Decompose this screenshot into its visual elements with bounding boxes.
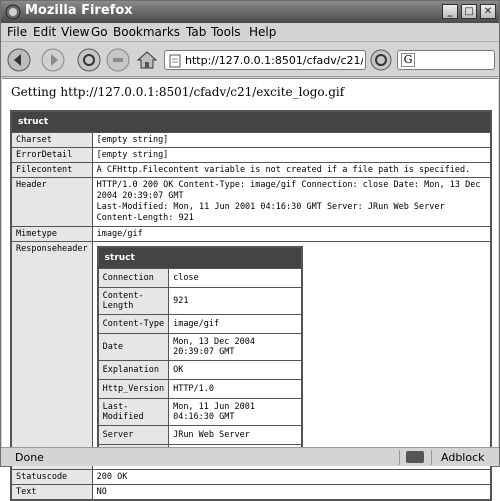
row-value: HTTP/1.0 bbox=[169, 380, 302, 399]
table-row bbox=[11, 484, 491, 500]
title-bar bbox=[1, 1, 499, 23]
close-button[interactable]: ✕ bbox=[480, 4, 496, 19]
status-bar bbox=[1, 447, 499, 466]
table-row bbox=[98, 426, 302, 445]
table-row bbox=[98, 334, 302, 361]
header-line-2: Last-Modified: Mon, 11 Jun 2001 04:16:30 GMT Server: JRun Web Server Content-Length: 921 bbox=[96, 202, 445, 223]
row-value: A CFHttp.Filecontent variable is not created if a file path is specified. bbox=[92, 163, 491, 178]
menu-bookmarks[interactable]: Bookmarks bbox=[113, 25, 181, 39]
row-key: Date bbox=[98, 334, 169, 361]
menu-tab[interactable]: Tab bbox=[186, 25, 207, 39]
menu-tools[interactable]: Tools bbox=[211, 25, 241, 39]
window-title: Mozilla Firefox bbox=[25, 3, 133, 18]
row-key: Last-Modified bbox=[98, 399, 169, 426]
table-row bbox=[11, 163, 491, 178]
row-value: [empty string] bbox=[92, 133, 491, 148]
row-key: Explanation bbox=[98, 361, 169, 380]
header-line-1: HTTP/1.0 200 OK Content-Type: image/gif Connection: close Date: Mon, 13 Dec 2004 20:39:07 GMT bbox=[96, 180, 481, 201]
row-value: 200 OK bbox=[92, 469, 491, 484]
address-bar[interactable] bbox=[164, 50, 366, 70]
row-value: OK bbox=[169, 361, 302, 380]
struct-header: struct bbox=[98, 247, 302, 269]
table-row bbox=[98, 361, 302, 380]
row-value: 921 bbox=[169, 288, 302, 315]
status-divider bbox=[431, 450, 432, 465]
status-text: Done bbox=[15, 451, 44, 464]
row-key: Server bbox=[98, 426, 169, 445]
adblock-label[interactable]: Adblock bbox=[441, 451, 485, 464]
row-value bbox=[92, 178, 491, 227]
row-value: NO bbox=[92, 484, 491, 500]
row-key: Mimetype bbox=[11, 227, 92, 242]
row-value: [empty string] bbox=[92, 148, 491, 163]
table-row bbox=[98, 269, 302, 288]
row-key: Http_Version bbox=[98, 380, 169, 399]
menu-file[interactable]: File bbox=[7, 25, 28, 39]
row-key: Responseheader bbox=[11, 242, 92, 470]
table-row bbox=[11, 148, 491, 163]
row-value: close bbox=[169, 269, 302, 288]
search-box[interactable] bbox=[397, 50, 495, 70]
back-icon[interactable] bbox=[7, 48, 31, 72]
row-key: ErrorDetail bbox=[11, 148, 92, 163]
row-key: Statuscode bbox=[11, 469, 92, 484]
menu-help[interactable]: Help bbox=[249, 25, 277, 39]
page-heading: Getting http://127.0.0.1:8501/cfadv/c21/excite_logo.gif bbox=[11, 85, 345, 99]
reload-icon[interactable] bbox=[77, 48, 101, 72]
google-icon: G bbox=[401, 53, 415, 67]
table-row bbox=[11, 242, 491, 470]
row-key: Charset bbox=[11, 133, 92, 148]
table-row bbox=[98, 399, 302, 426]
table-row bbox=[98, 315, 302, 334]
menu-edit[interactable]: Edit bbox=[33, 25, 57, 39]
row-value: Mon, 13 Dec 2004 20:39:07 GMT bbox=[169, 334, 302, 361]
menu-go[interactable]: Go bbox=[91, 25, 108, 39]
menu-bar bbox=[1, 23, 499, 42]
row-value: image/gif bbox=[92, 227, 491, 242]
row-key: Text bbox=[11, 484, 92, 500]
row-value bbox=[92, 242, 491, 470]
menu-view[interactable]: View bbox=[61, 25, 90, 39]
forward-icon[interactable] bbox=[41, 48, 65, 72]
row-key: Header bbox=[11, 178, 92, 227]
table-row bbox=[11, 133, 491, 148]
page-icon bbox=[168, 54, 182, 68]
adblock-icon[interactable] bbox=[406, 451, 424, 463]
status-divider bbox=[399, 450, 400, 465]
row-value: Mon, 11 Jun 2001 04:16:30 GMT bbox=[169, 399, 302, 426]
row-key: Content-Type bbox=[98, 315, 169, 334]
row-value: image/gif bbox=[169, 315, 302, 334]
responseheader-struct-table bbox=[97, 246, 303, 465]
row-key: Connection bbox=[98, 269, 169, 288]
row-key: Content-Length bbox=[98, 288, 169, 315]
table-row bbox=[98, 380, 302, 399]
firefox-icon bbox=[5, 4, 21, 20]
table-row bbox=[11, 178, 491, 227]
table-row bbox=[98, 288, 302, 315]
table-row bbox=[11, 469, 491, 484]
cfdump-struct-table bbox=[10, 110, 492, 501]
row-value: JRun Web Server bbox=[169, 426, 302, 445]
table-row bbox=[11, 227, 491, 242]
go-icon[interactable] bbox=[370, 49, 392, 71]
row-key: Filecontent bbox=[11, 163, 92, 178]
maximize-button[interactable]: □ bbox=[461, 4, 477, 19]
navigation-toolbar bbox=[1, 43, 499, 77]
stop-icon[interactable] bbox=[106, 48, 130, 72]
url-input[interactable] bbox=[185, 52, 363, 68]
home-icon[interactable] bbox=[135, 48, 159, 72]
minimize-button[interactable]: _ bbox=[442, 4, 458, 19]
struct-header: struct bbox=[11, 111, 491, 133]
